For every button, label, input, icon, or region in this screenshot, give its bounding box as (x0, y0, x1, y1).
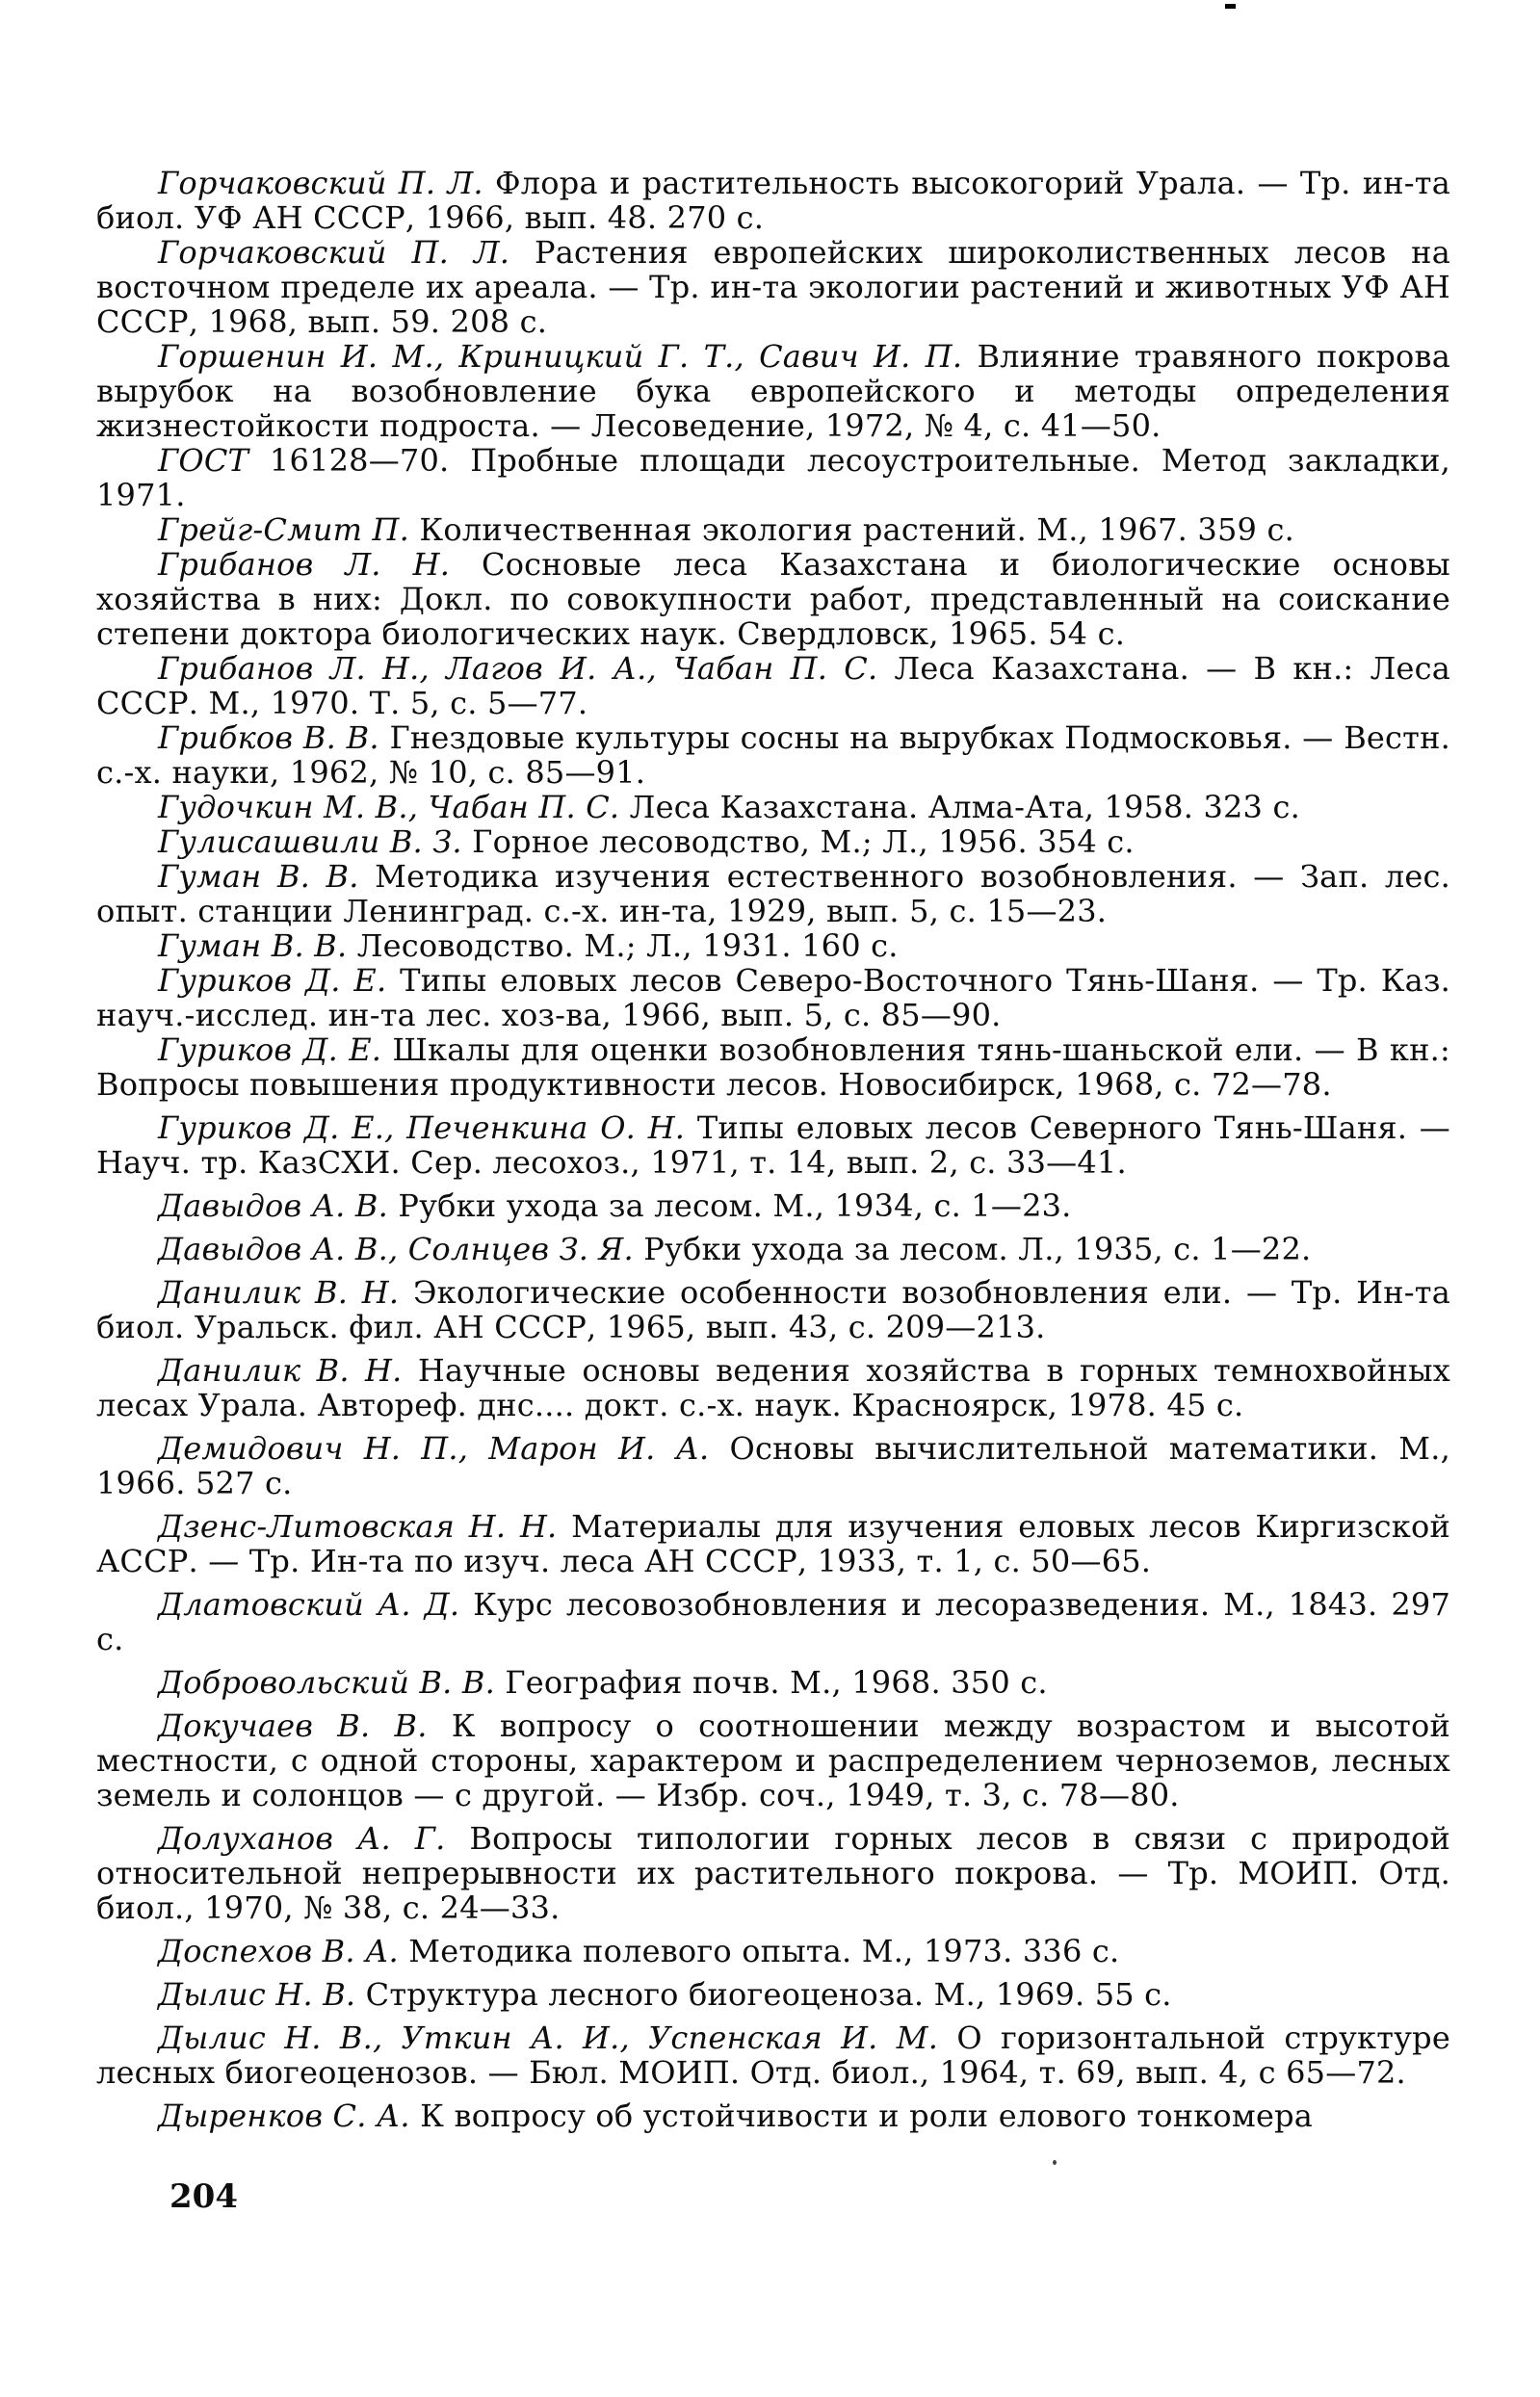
entry-author: ГОСТ (158, 442, 249, 479)
entry-text: К вопросу об устойчивости и роли елового тонкомера (409, 2097, 1314, 2134)
bibliography-entry (96, 1110, 1450, 1180)
entry-text: Методика изучения естественного возобновления. — Зап. лес. опыт. станции Ленинград. с.-х. ин-та, 1929, вып. 5, с. 15—23. (96, 858, 1450, 929)
entry-text: География почв. М., 1968. 350 с. (495, 1664, 1048, 1701)
entry-text: Влияние травяного покрова вырубок на возобновление бука европейского и методы определения жизнестойкости подроста. — Лесоведение, 1972, № 4, с. 41—50. (96, 338, 1450, 444)
bibliography-entry (96, 512, 1450, 547)
entry-author: Грибанов Л. Н. (158, 546, 451, 583)
bibliography-entry (96, 1275, 1450, 1344)
entry-author: Горчаковский П. Л. (158, 234, 510, 271)
scan-artifact-dot (1053, 2160, 1057, 2165)
bibliography-entry (96, 1977, 1450, 2012)
bibliography-entry (96, 1665, 1450, 1700)
entry-text: Количественная экология растений. М., 1967. 359 с. (409, 511, 1294, 548)
bibliography-entry (96, 651, 1450, 720)
entry-author: Гуриков Д. Е., Печенкина О. Н. (158, 1109, 686, 1146)
entry-text: Рубки ухода за лесом. М., 1934, с. 1—23. (388, 1187, 1072, 1224)
bibliography-entry (96, 1587, 1450, 1656)
bibliography-entry (96, 547, 1450, 651)
entry-text: Сосновые леса Казахстана и биологические основы хозяйства в них: Докл. по совокупности работ, представленный на соискание степени доктора биологических наук. Свердловск, 1965. 54 с. (96, 546, 1450, 652)
entry-author: Добровольский В. В. (158, 1664, 496, 1701)
entry-text: Леса Казахстана. — В кн.: Леса СССР. М., 1970. Т. 5, с. 5—77. (96, 650, 1451, 721)
entry-author: Грибков В. В. (158, 719, 379, 756)
entry-author: Гулисашвили В. З. (158, 823, 462, 860)
entry-author: Грейг-Смит П. (158, 511, 410, 548)
entry-text: 16128—70. Пробные площади лесоустроительные. Метод закладки, 1971. (96, 442, 1450, 513)
entry-author: Гуриков Д. Е. (158, 1031, 382, 1068)
bibliography-entry (96, 1708, 1450, 1812)
scan-artifact-mark (1225, 4, 1236, 9)
entry-author: Гуман В. В. (158, 927, 348, 964)
entry-text: Растения европейских широколиственных лесов на восточном пределе их ареала. — Тр. ин-та экологии растений и животных УФ АН СССР, 1968, вып. 59. 208 с. (96, 234, 1450, 340)
entry-text: Гнездовые культуры сосны на вырубках Подмосковья. — Вестн. с.-х. науки, 1962, № 10, с. 85—91. (96, 719, 1450, 791)
bibliography-entry (96, 1431, 1450, 1500)
bibliography-entry (96, 443, 1450, 512)
entry-author: Дылис Н. В. (158, 1976, 356, 2013)
page-number: 204 (170, 2177, 238, 2216)
entry-text: Леса Казахстана. Алма-Ата, 1958. 323 с. (619, 789, 1300, 825)
entry-author: Давыдов А. В. (158, 1187, 388, 1224)
entry-text: О горизонтальной структуре лесных биогеоценозов. — Бюл. МОИП. Отд. биол., 1964, т. 69, вып. 4, с 65—72. (96, 2019, 1451, 2091)
entry-author: Доспехов В. А. (158, 1933, 399, 1969)
entry-author: Грибанов Л. Н., Лагов И. А., Чабан П. С. (158, 650, 878, 687)
entry-text: Лесоводство. М.; Л., 1931. 160 с. (347, 927, 899, 964)
entry-text: Рубки ухода за лесом. Л., 1935, с. 1—22. (633, 1231, 1312, 1267)
entry-author: Докучаев В. В. (158, 1707, 428, 1744)
entry-author: Длатовский А. Д. (158, 1586, 460, 1623)
bibliography-entry (96, 720, 1450, 790)
entry-author: Горчаковский П. Л. (158, 165, 483, 201)
entry-author: Горшенин И. М., Криницкий Г. Т., Савич И. П. (158, 338, 963, 375)
bibliography-list (96, 166, 1450, 2133)
entry-text: Экологические особенности возобновления ели. — Тр. Ин-та биол. Уральск. фил. АН СССР, 1965, вып. 43, с. 209—213. (96, 1274, 1450, 1345)
bibliography-entry (96, 1821, 1450, 1925)
bibliography-entry (96, 1353, 1450, 1422)
entry-author: Давыдов А. В., Солнцев З. Я. (158, 1231, 634, 1267)
bibliography-entry (96, 1188, 1450, 1223)
bibliography-entry (96, 824, 1450, 859)
entry-text: Материалы для изучения еловых лесов Киргизской АССР. — Тр. Ин-та по изуч. леса АН СССР, 1933, т. 1, с. 50—65. (96, 1508, 1450, 1579)
bibliography-entry (96, 963, 1450, 1032)
entry-text: Типы еловых лесов Северного Тянь-Шаня. — Науч. тр. КазСХИ. Сер. лесохоз., 1971, т. 14, вып. 2, с. 33—41. (96, 1109, 1451, 1181)
entry-author: Данилик В. Н. (158, 1274, 400, 1311)
entry-author: Гуриков Д. Е. (158, 962, 387, 999)
bibliography-entry (96, 2020, 1450, 2090)
entry-text: Основы вычислительной математики. М., 1966. 527 с. (96, 1430, 1450, 1501)
bibliography-entry (96, 859, 1450, 928)
entry-text: К вопросу о соотношении между возрастом и высотой местности, с одной стороны, характером и распределением черноземов, лесных земель и солонцов — с другой. — Избр. соч., 1949, т. 3, с. 78—80. (96, 1707, 1450, 1813)
entry-author: Гудочкин М. В., Чабан П. С. (158, 789, 620, 825)
entry-author: Демидович Н. П., Марон И. А. (158, 1430, 710, 1467)
bibliography-entry (96, 928, 1450, 963)
entry-author: Дылис Н. В., Уткин А. И., Успенская И. М. (158, 2019, 939, 2056)
bibliography-entry (96, 235, 1450, 339)
entry-author: Долуханов А. Г. (158, 1820, 446, 1857)
entry-text: Горное лесоводство, М.; Л., 1956. 354 с. (461, 823, 1135, 860)
bibliography-entry (96, 790, 1450, 824)
bibliography-entry (96, 339, 1450, 443)
entry-text: Научные основы ведения хозяйства в горных темнохвойных лесах Урала. Автореф. днс.... докт. с.-х. наук. Красноярск, 1978. 45 с. (96, 1352, 1450, 1423)
entry-text: Вопросы типологии горных лесов в связи с природой относительной непрерывности их растительного покрова. — Тр. МОИП. Отд. биол., 1970, № 38, с. 24—33. (96, 1820, 1451, 1926)
entry-author: Дыренков С. А. (158, 2097, 410, 2134)
entry-author: Гуман В. В. (158, 858, 359, 895)
bibliography-entry (96, 1509, 1450, 1578)
entry-text: Структура лесного биогеоценоза. М., 1969. 55 с. (355, 1976, 1172, 2013)
entry-author: Данилик В. Н. (158, 1352, 403, 1389)
bibliography-entry (96, 2098, 1450, 2133)
entry-text: Флора и растительность высокогорий Урала. — Тр. ин-та биол. УФ АН СССР, 1966, вып. 48. 270 с. (96, 165, 1450, 236)
entry-author: Дзенс-Литовская Н. Н. (158, 1508, 558, 1545)
entry-text: Курс лесовозобновления и лесоразведения. М., 1843. 297 с. (96, 1586, 1450, 1657)
entry-text: Типы еловых лесов Северо-Восточного Тянь-Шаня. — Тр. Каз. науч.-исслед. ин-та лес. хоз-ва, 1966, вып. 5, с. 85—90. (96, 962, 1450, 1033)
bibliography-entry (96, 1232, 1450, 1266)
bibliography-entry (96, 166, 1450, 235)
entry-text: Шкалы для оценки возобновления тянь-шаньской ели. — В кн.: Вопросы повышения продуктивности лесов. Новосибирск, 1968, с. 72—78. (96, 1031, 1450, 1103)
bibliography-entry (96, 1934, 1450, 1968)
bibliography-entry (96, 1032, 1450, 1102)
entry-text: Методика полевого опыта. М., 1973. 336 с. (398, 1933, 1120, 1969)
